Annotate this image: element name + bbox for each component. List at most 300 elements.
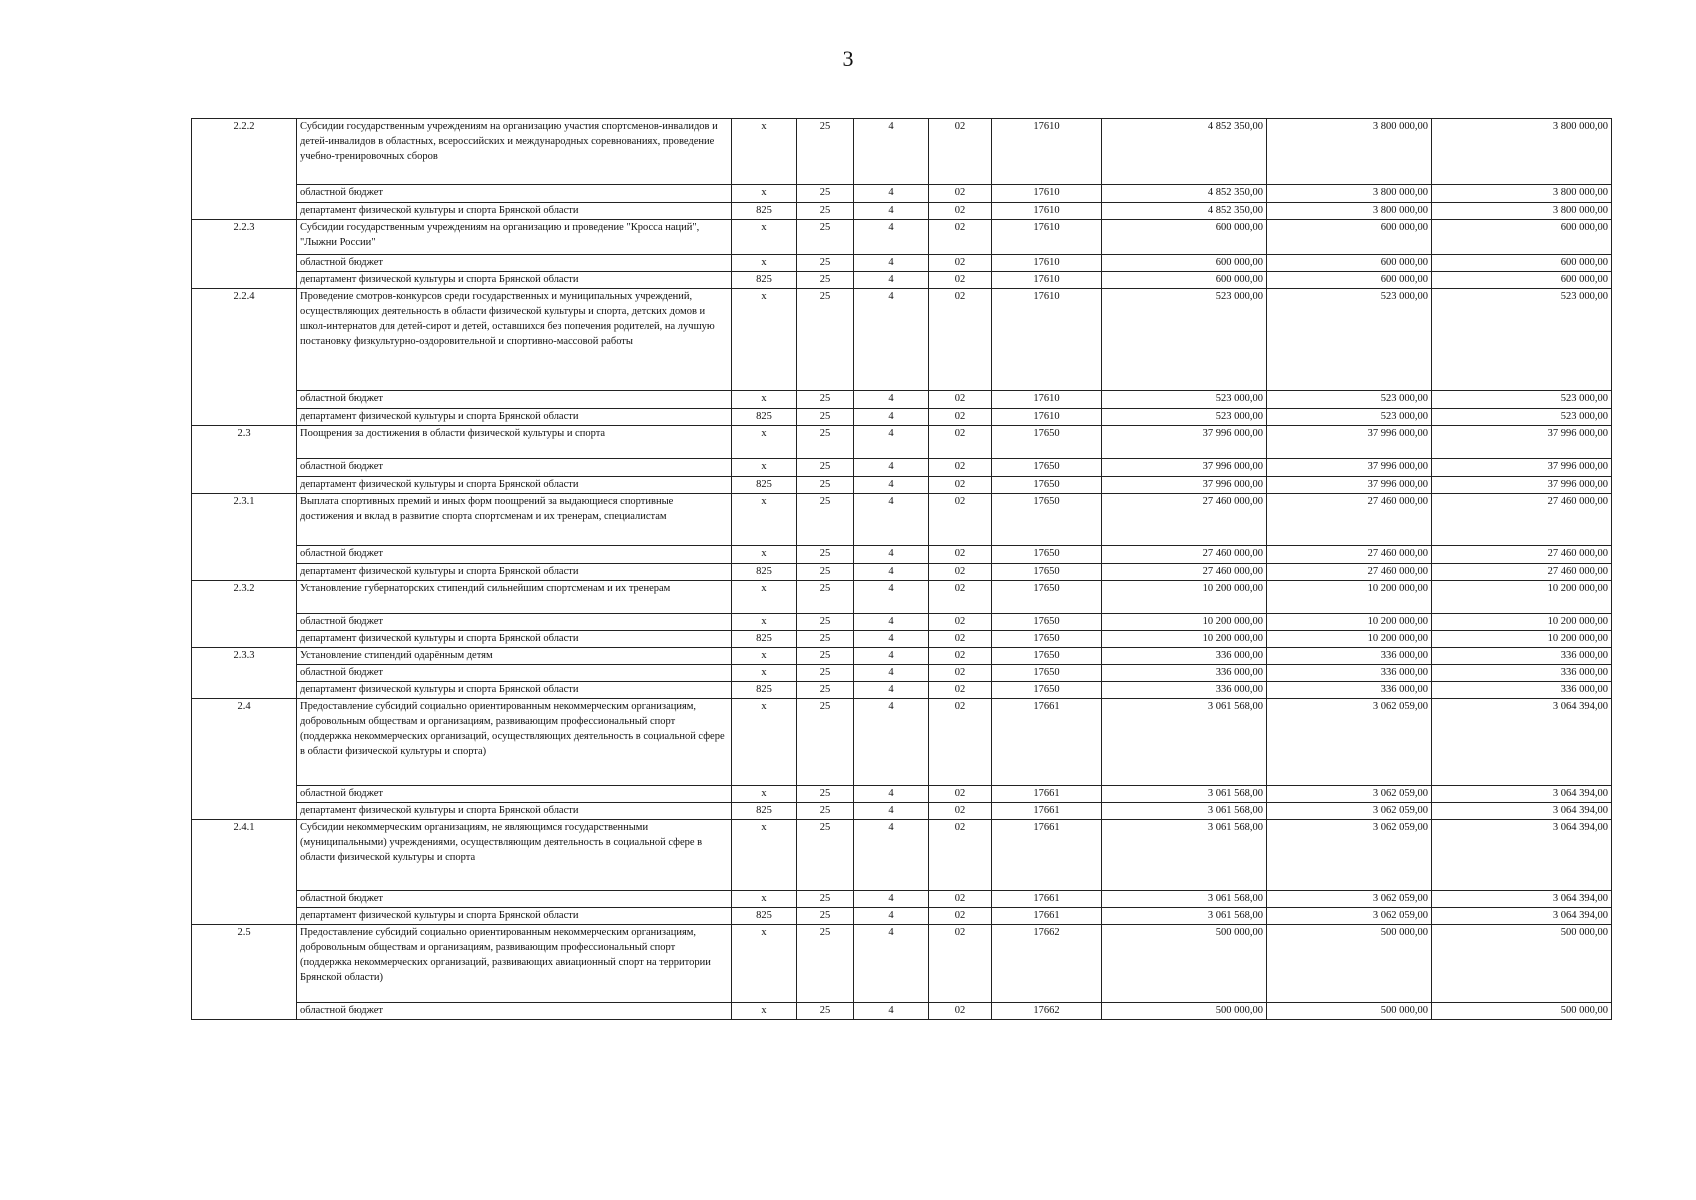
program-cell: 25 [797, 564, 854, 581]
table-row [192, 255, 1612, 272]
item-number-cell: 2.3 [192, 426, 297, 494]
program-cell: 25 [797, 459, 854, 477]
amount-year1-cell: 10 200 000,00 [1102, 631, 1267, 648]
program-cell: 25 [797, 820, 854, 891]
amount-year2-cell: 3 062 059,00 [1267, 820, 1432, 891]
table-row [192, 477, 1612, 494]
code-cell: 17661 [992, 908, 1102, 925]
grbs-cell: х [732, 820, 797, 891]
subprogram-cell: 4 [854, 925, 929, 1003]
program-cell: 25 [797, 289, 854, 391]
description-cell: департамент физической культуры и спорта Брянской области [297, 803, 732, 820]
code-cell: 17650 [992, 477, 1102, 494]
subprogram-cell: 4 [854, 786, 929, 803]
program-cell: 25 [797, 426, 854, 459]
amount-year1-cell: 600 000,00 [1102, 272, 1267, 289]
description-cell: департамент физической культуры и спорта Брянской области [297, 409, 732, 426]
subprogram-cell: 4 [854, 203, 929, 220]
description-cell: Субсидии государственным учреждениям на организацию и проведение "Кросса наций", "Лыжни России" [297, 220, 732, 255]
item-number-cell: 2.2.4 [192, 289, 297, 426]
amount-year3-cell: 37 996 000,00 [1432, 477, 1612, 494]
subprogram-cell: 4 [854, 908, 929, 925]
amount-year3-cell: 3 064 394,00 [1432, 820, 1612, 891]
measure-cell: 02 [929, 665, 992, 682]
amount-year3-cell: 600 000,00 [1432, 220, 1612, 255]
grbs-cell: 825 [732, 803, 797, 820]
amount-year2-cell: 523 000,00 [1267, 289, 1432, 391]
grbs-cell: х [732, 891, 797, 908]
code-cell: 17610 [992, 255, 1102, 272]
program-cell: 25 [797, 546, 854, 564]
amount-year1-cell: 3 061 568,00 [1102, 699, 1267, 786]
subprogram-cell: 4 [854, 494, 929, 546]
code-cell: 17650 [992, 564, 1102, 581]
subprogram-cell: 4 [854, 119, 929, 185]
grbs-cell: х [732, 1003, 797, 1020]
amount-year2-cell: 500 000,00 [1267, 925, 1432, 1003]
description-cell: департамент физической культуры и спорта Брянской области [297, 908, 732, 925]
amount-year2-cell: 10 200 000,00 [1267, 581, 1432, 614]
amount-year2-cell: 37 996 000,00 [1267, 426, 1432, 459]
measure-cell: 02 [929, 459, 992, 477]
table-row [192, 185, 1612, 203]
code-cell: 17650 [992, 648, 1102, 665]
table-row [192, 820, 1612, 891]
grbs-cell: 825 [732, 409, 797, 426]
measure-cell: 02 [929, 220, 992, 255]
amount-year3-cell: 336 000,00 [1432, 665, 1612, 682]
amount-year1-cell: 336 000,00 [1102, 665, 1267, 682]
amount-year3-cell: 3 064 394,00 [1432, 803, 1612, 820]
amount-year3-cell: 37 996 000,00 [1432, 426, 1612, 459]
description-cell: областной бюджет [297, 391, 732, 409]
code-cell: 17610 [992, 289, 1102, 391]
amount-year2-cell: 523 000,00 [1267, 409, 1432, 426]
program-cell: 25 [797, 1003, 854, 1020]
amount-year2-cell: 3 800 000,00 [1267, 203, 1432, 220]
table-row [192, 682, 1612, 699]
amount-year3-cell: 27 460 000,00 [1432, 564, 1612, 581]
code-cell: 17610 [992, 272, 1102, 289]
table-body [192, 119, 1612, 1020]
program-cell: 25 [797, 614, 854, 631]
amount-year1-cell: 3 061 568,00 [1102, 908, 1267, 925]
amount-year3-cell: 3 800 000,00 [1432, 185, 1612, 203]
code-cell: 17650 [992, 614, 1102, 631]
table-row [192, 1003, 1612, 1020]
budget-table [191, 118, 1612, 1020]
amount-year3-cell: 27 460 000,00 [1432, 494, 1612, 546]
code-cell: 17610 [992, 119, 1102, 185]
grbs-cell: х [732, 665, 797, 682]
amount-year2-cell: 3 062 059,00 [1267, 699, 1432, 786]
table-row [192, 891, 1612, 908]
program-cell: 25 [797, 255, 854, 272]
measure-cell: 02 [929, 289, 992, 391]
code-cell: 17661 [992, 820, 1102, 891]
program-cell: 25 [797, 925, 854, 1003]
program-cell: 25 [797, 409, 854, 426]
amount-year1-cell: 3 061 568,00 [1102, 891, 1267, 908]
table-row [192, 908, 1612, 925]
table-row [192, 203, 1612, 220]
subprogram-cell: 4 [854, 564, 929, 581]
amount-year2-cell: 3 800 000,00 [1267, 119, 1432, 185]
measure-cell: 02 [929, 631, 992, 648]
measure-cell: 02 [929, 564, 992, 581]
program-cell: 25 [797, 786, 854, 803]
table-row [192, 699, 1612, 786]
amount-year3-cell: 3 064 394,00 [1432, 908, 1612, 925]
program-cell: 25 [797, 803, 854, 820]
grbs-cell: х [732, 391, 797, 409]
subprogram-cell: 4 [854, 391, 929, 409]
description-cell: областной бюджет [297, 786, 732, 803]
program-cell: 25 [797, 908, 854, 925]
amount-year1-cell: 27 460 000,00 [1102, 494, 1267, 546]
program-cell: 25 [797, 581, 854, 614]
table-row [192, 665, 1612, 682]
measure-cell: 02 [929, 699, 992, 786]
code-cell: 17610 [992, 391, 1102, 409]
grbs-cell: х [732, 119, 797, 185]
amount-year2-cell: 3 062 059,00 [1267, 803, 1432, 820]
program-cell: 25 [797, 891, 854, 908]
amount-year1-cell: 4 852 350,00 [1102, 185, 1267, 203]
measure-cell: 02 [929, 648, 992, 665]
program-cell: 25 [797, 119, 854, 185]
amount-year3-cell: 336 000,00 [1432, 682, 1612, 699]
measure-cell: 02 [929, 891, 992, 908]
amount-year3-cell: 3 064 394,00 [1432, 891, 1612, 908]
code-cell: 17661 [992, 891, 1102, 908]
measure-cell: 02 [929, 119, 992, 185]
amount-year1-cell: 600 000,00 [1102, 255, 1267, 272]
table-row [192, 631, 1612, 648]
amount-year3-cell: 500 000,00 [1432, 1003, 1612, 1020]
amount-year2-cell: 523 000,00 [1267, 391, 1432, 409]
amount-year2-cell: 3 800 000,00 [1267, 185, 1432, 203]
item-number-cell: 2.3.1 [192, 494, 297, 581]
amount-year1-cell: 4 852 350,00 [1102, 119, 1267, 185]
amount-year3-cell: 3 800 000,00 [1432, 203, 1612, 220]
measure-cell: 02 [929, 426, 992, 459]
amount-year2-cell: 336 000,00 [1267, 665, 1432, 682]
measure-cell: 02 [929, 477, 992, 494]
subprogram-cell: 4 [854, 803, 929, 820]
code-cell: 17661 [992, 699, 1102, 786]
item-number-cell: 2.2.3 [192, 220, 297, 289]
subprogram-cell: 4 [854, 665, 929, 682]
subprogram-cell: 4 [854, 185, 929, 203]
item-number-cell: 2.4.1 [192, 820, 297, 925]
measure-cell: 02 [929, 925, 992, 1003]
amount-year1-cell: 4 852 350,00 [1102, 203, 1267, 220]
subprogram-cell: 4 [854, 648, 929, 665]
description-cell: областной бюджет [297, 665, 732, 682]
description-cell: Установление стипендий одарённым детям [297, 648, 732, 665]
subprogram-cell: 4 [854, 614, 929, 631]
amount-year2-cell: 3 062 059,00 [1267, 891, 1432, 908]
description-cell: департамент физической культуры и спорта Брянской области [297, 203, 732, 220]
description-cell: областной бюджет [297, 614, 732, 631]
table-row [192, 220, 1612, 255]
code-cell: 17650 [992, 665, 1102, 682]
amount-year3-cell: 10 200 000,00 [1432, 581, 1612, 614]
grbs-cell: х [732, 786, 797, 803]
measure-cell: 02 [929, 203, 992, 220]
amount-year3-cell: 336 000,00 [1432, 648, 1612, 665]
code-cell: 17650 [992, 682, 1102, 699]
amount-year3-cell: 37 996 000,00 [1432, 459, 1612, 477]
subprogram-cell: 4 [854, 699, 929, 786]
table-row [192, 459, 1612, 477]
code-cell: 17661 [992, 786, 1102, 803]
table-row [192, 581, 1612, 614]
subprogram-cell: 4 [854, 581, 929, 614]
table-row [192, 648, 1612, 665]
table-row [192, 925, 1612, 1003]
amount-year2-cell: 37 996 000,00 [1267, 459, 1432, 477]
table-row [192, 272, 1612, 289]
code-cell: 17662 [992, 925, 1102, 1003]
subprogram-cell: 4 [854, 820, 929, 891]
description-cell: областной бюджет [297, 185, 732, 203]
amount-year1-cell: 27 460 000,00 [1102, 564, 1267, 581]
amount-year3-cell: 10 200 000,00 [1432, 631, 1612, 648]
program-cell: 25 [797, 220, 854, 255]
program-cell: 25 [797, 203, 854, 220]
amount-year2-cell: 37 996 000,00 [1267, 477, 1432, 494]
description-cell: Выплата спортивных премий и иных форм поощрений за выдающиеся спортивные достижения и вклад в развитие спорта спортсменам и их тренерам, специалистам [297, 494, 732, 546]
measure-cell: 02 [929, 581, 992, 614]
description-cell: областной бюджет [297, 255, 732, 272]
code-cell: 17610 [992, 220, 1102, 255]
amount-year2-cell: 10 200 000,00 [1267, 614, 1432, 631]
subprogram-cell: 4 [854, 220, 929, 255]
measure-cell: 02 [929, 494, 992, 546]
amount-year2-cell: 27 460 000,00 [1267, 546, 1432, 564]
description-cell: департамент физической культуры и спорта Брянской области [297, 631, 732, 648]
program-cell: 25 [797, 494, 854, 546]
code-cell: 17650 [992, 459, 1102, 477]
amount-year2-cell: 10 200 000,00 [1267, 631, 1432, 648]
measure-cell: 02 [929, 682, 992, 699]
amount-year1-cell: 500 000,00 [1102, 1003, 1267, 1020]
subprogram-cell: 4 [854, 546, 929, 564]
amount-year1-cell: 500 000,00 [1102, 925, 1267, 1003]
grbs-cell: 825 [732, 631, 797, 648]
program-cell: 25 [797, 272, 854, 289]
item-number-cell: 2.5 [192, 925, 297, 1020]
amount-year2-cell: 600 000,00 [1267, 220, 1432, 255]
amount-year1-cell: 600 000,00 [1102, 220, 1267, 255]
grbs-cell: х [732, 459, 797, 477]
table-row [192, 494, 1612, 546]
grbs-cell: 825 [732, 203, 797, 220]
amount-year1-cell: 3 061 568,00 [1102, 786, 1267, 803]
grbs-cell: х [732, 289, 797, 391]
description-cell: Предоставление субсидий социально ориентированным некоммерческим организациям, добровольным обществам и организациям, развивающим профессиональный спорт (поддержка некоммерческих организаций, осуществляющих деятельность в социальной сфере в области физической культуры и спорта) [297, 699, 732, 786]
code-cell: 17610 [992, 185, 1102, 203]
amount-year1-cell: 3 061 568,00 [1102, 820, 1267, 891]
description-cell: Поощрения за достижения в области физической культуры и спорта [297, 426, 732, 459]
amount-year1-cell: 37 996 000,00 [1102, 426, 1267, 459]
table-row [192, 119, 1612, 185]
amount-year1-cell: 10 200 000,00 [1102, 581, 1267, 614]
grbs-cell: х [732, 255, 797, 272]
amount-year1-cell: 523 000,00 [1102, 409, 1267, 426]
table-row [192, 786, 1612, 803]
subprogram-cell: 4 [854, 426, 929, 459]
table-row [192, 409, 1612, 426]
program-cell: 25 [797, 665, 854, 682]
amount-year2-cell: 336 000,00 [1267, 648, 1432, 665]
subprogram-cell: 4 [854, 459, 929, 477]
code-cell: 17662 [992, 1003, 1102, 1020]
program-cell: 25 [797, 699, 854, 786]
amount-year3-cell: 600 000,00 [1432, 272, 1612, 289]
measure-cell: 02 [929, 820, 992, 891]
code-cell: 17661 [992, 803, 1102, 820]
grbs-cell: х [732, 699, 797, 786]
grbs-cell: х [732, 220, 797, 255]
program-cell: 25 [797, 391, 854, 409]
amount-year3-cell: 10 200 000,00 [1432, 614, 1612, 631]
table-row [192, 803, 1612, 820]
code-cell: 17610 [992, 203, 1102, 220]
amount-year1-cell: 336 000,00 [1102, 648, 1267, 665]
grbs-cell: 825 [732, 564, 797, 581]
measure-cell: 02 [929, 786, 992, 803]
table-row [192, 546, 1612, 564]
program-cell: 25 [797, 648, 854, 665]
amount-year3-cell: 523 000,00 [1432, 391, 1612, 409]
amount-year3-cell: 523 000,00 [1432, 409, 1612, 426]
code-cell: 17650 [992, 546, 1102, 564]
amount-year2-cell: 27 460 000,00 [1267, 564, 1432, 581]
description-cell: областной бюджет [297, 891, 732, 908]
amount-year2-cell: 3 062 059,00 [1267, 908, 1432, 925]
description-cell: Субсидии государственным учреждениям на организацию участия спортсменов-инвалидов и детей-инвалидов в областных, всероссийских и международных соревнованиях, проведение учебно-тренировочных сборов [297, 119, 732, 185]
grbs-cell: х [732, 426, 797, 459]
grbs-cell: х [732, 648, 797, 665]
amount-year3-cell: 27 460 000,00 [1432, 546, 1612, 564]
grbs-cell: 825 [732, 477, 797, 494]
amount-year2-cell: 27 460 000,00 [1267, 494, 1432, 546]
measure-cell: 02 [929, 185, 992, 203]
description-cell: Субсидии некоммерческим организациям, не являющимся государственными (муниципальными) учреждениями, осуществляющим деятельность в социальной сфере в области физической культуры и спорта [297, 820, 732, 891]
measure-cell: 02 [929, 272, 992, 289]
subprogram-cell: 4 [854, 255, 929, 272]
table-row [192, 614, 1612, 631]
description-cell: Предоставление субсидий социально ориентированным некоммерческим организациям, добровольным обществам и организациям, развивающим профессиональный спорт (поддержка некоммерческих организаций, развивающих авиационный спорт на территории Брянской области) [297, 925, 732, 1003]
description-cell: департамент физической культуры и спорта Брянской области [297, 272, 732, 289]
amount-year1-cell: 3 061 568,00 [1102, 803, 1267, 820]
measure-cell: 02 [929, 803, 992, 820]
program-cell: 25 [797, 682, 854, 699]
description-cell: департамент физической культуры и спорта Брянской области [297, 682, 732, 699]
amount-year3-cell: 600 000,00 [1432, 255, 1612, 272]
table-row [192, 391, 1612, 409]
amount-year3-cell: 500 000,00 [1432, 925, 1612, 1003]
amount-year1-cell: 523 000,00 [1102, 391, 1267, 409]
amount-year2-cell: 600 000,00 [1267, 272, 1432, 289]
grbs-cell: х [732, 546, 797, 564]
description-cell: областной бюджет [297, 1003, 732, 1020]
item-number-cell: 2.3.3 [192, 648, 297, 699]
subprogram-cell: 4 [854, 409, 929, 426]
grbs-cell: 825 [732, 682, 797, 699]
amount-year1-cell: 27 460 000,00 [1102, 546, 1267, 564]
description-cell: областной бюджет [297, 459, 732, 477]
grbs-cell: 825 [732, 272, 797, 289]
code-cell: 17650 [992, 631, 1102, 648]
subprogram-cell: 4 [854, 891, 929, 908]
subprogram-cell: 4 [854, 682, 929, 699]
subprogram-cell: 4 [854, 1003, 929, 1020]
item-number-cell: 2.3.2 [192, 581, 297, 648]
grbs-cell: 825 [732, 908, 797, 925]
amount-year1-cell: 523 000,00 [1102, 289, 1267, 391]
item-number-cell: 2.4 [192, 699, 297, 820]
program-cell: 25 [797, 185, 854, 203]
measure-cell: 02 [929, 409, 992, 426]
measure-cell: 02 [929, 255, 992, 272]
amount-year1-cell: 10 200 000,00 [1102, 614, 1267, 631]
subprogram-cell: 4 [854, 289, 929, 391]
page-number: 3 [842, 46, 854, 71]
grbs-cell: х [732, 185, 797, 203]
description-cell: Установление губернаторских стипендий сильнейшим спортсменам и их тренерам [297, 581, 732, 614]
description-cell: Проведение смотров-конкурсов среди государственных и муниципальных учреждений, осуществляющих деятельность в области физической культуры и спорта, детских домов и школ-интернатов для детей-сирот и детей, оставшихся без попечения родителей, на лучшую постановку физкультурно-оздоровительной и спортивно-массовой работы [297, 289, 732, 391]
amount-year2-cell: 600 000,00 [1267, 255, 1432, 272]
description-cell: департамент физической культуры и спорта Брянской области [297, 564, 732, 581]
amount-year3-cell: 3 064 394,00 [1432, 786, 1612, 803]
code-cell: 17650 [992, 494, 1102, 546]
amount-year2-cell: 500 000,00 [1267, 1003, 1432, 1020]
table-row [192, 564, 1612, 581]
subprogram-cell: 4 [854, 272, 929, 289]
measure-cell: 02 [929, 908, 992, 925]
amount-year2-cell: 336 000,00 [1267, 682, 1432, 699]
program-cell: 25 [797, 477, 854, 494]
program-cell: 25 [797, 631, 854, 648]
table-row [192, 289, 1612, 391]
grbs-cell: х [732, 494, 797, 546]
grbs-cell: х [732, 614, 797, 631]
amount-year1-cell: 37 996 000,00 [1102, 477, 1267, 494]
table-row [192, 426, 1612, 459]
amount-year3-cell: 523 000,00 [1432, 289, 1612, 391]
code-cell: 17610 [992, 409, 1102, 426]
measure-cell: 02 [929, 614, 992, 631]
measure-cell: 02 [929, 391, 992, 409]
description-cell: департамент физической культуры и спорта Брянской области [297, 477, 732, 494]
code-cell: 17650 [992, 581, 1102, 614]
description-cell: областной бюджет [297, 546, 732, 564]
amount-year2-cell: 3 062 059,00 [1267, 786, 1432, 803]
grbs-cell: х [732, 581, 797, 614]
amount-year1-cell: 336 000,00 [1102, 682, 1267, 699]
subprogram-cell: 4 [854, 477, 929, 494]
amount-year1-cell: 37 996 000,00 [1102, 459, 1267, 477]
grbs-cell: х [732, 925, 797, 1003]
item-number-cell: 2.2.2 [192, 119, 297, 220]
measure-cell: 02 [929, 546, 992, 564]
subprogram-cell: 4 [854, 631, 929, 648]
measure-cell: 02 [929, 1003, 992, 1020]
